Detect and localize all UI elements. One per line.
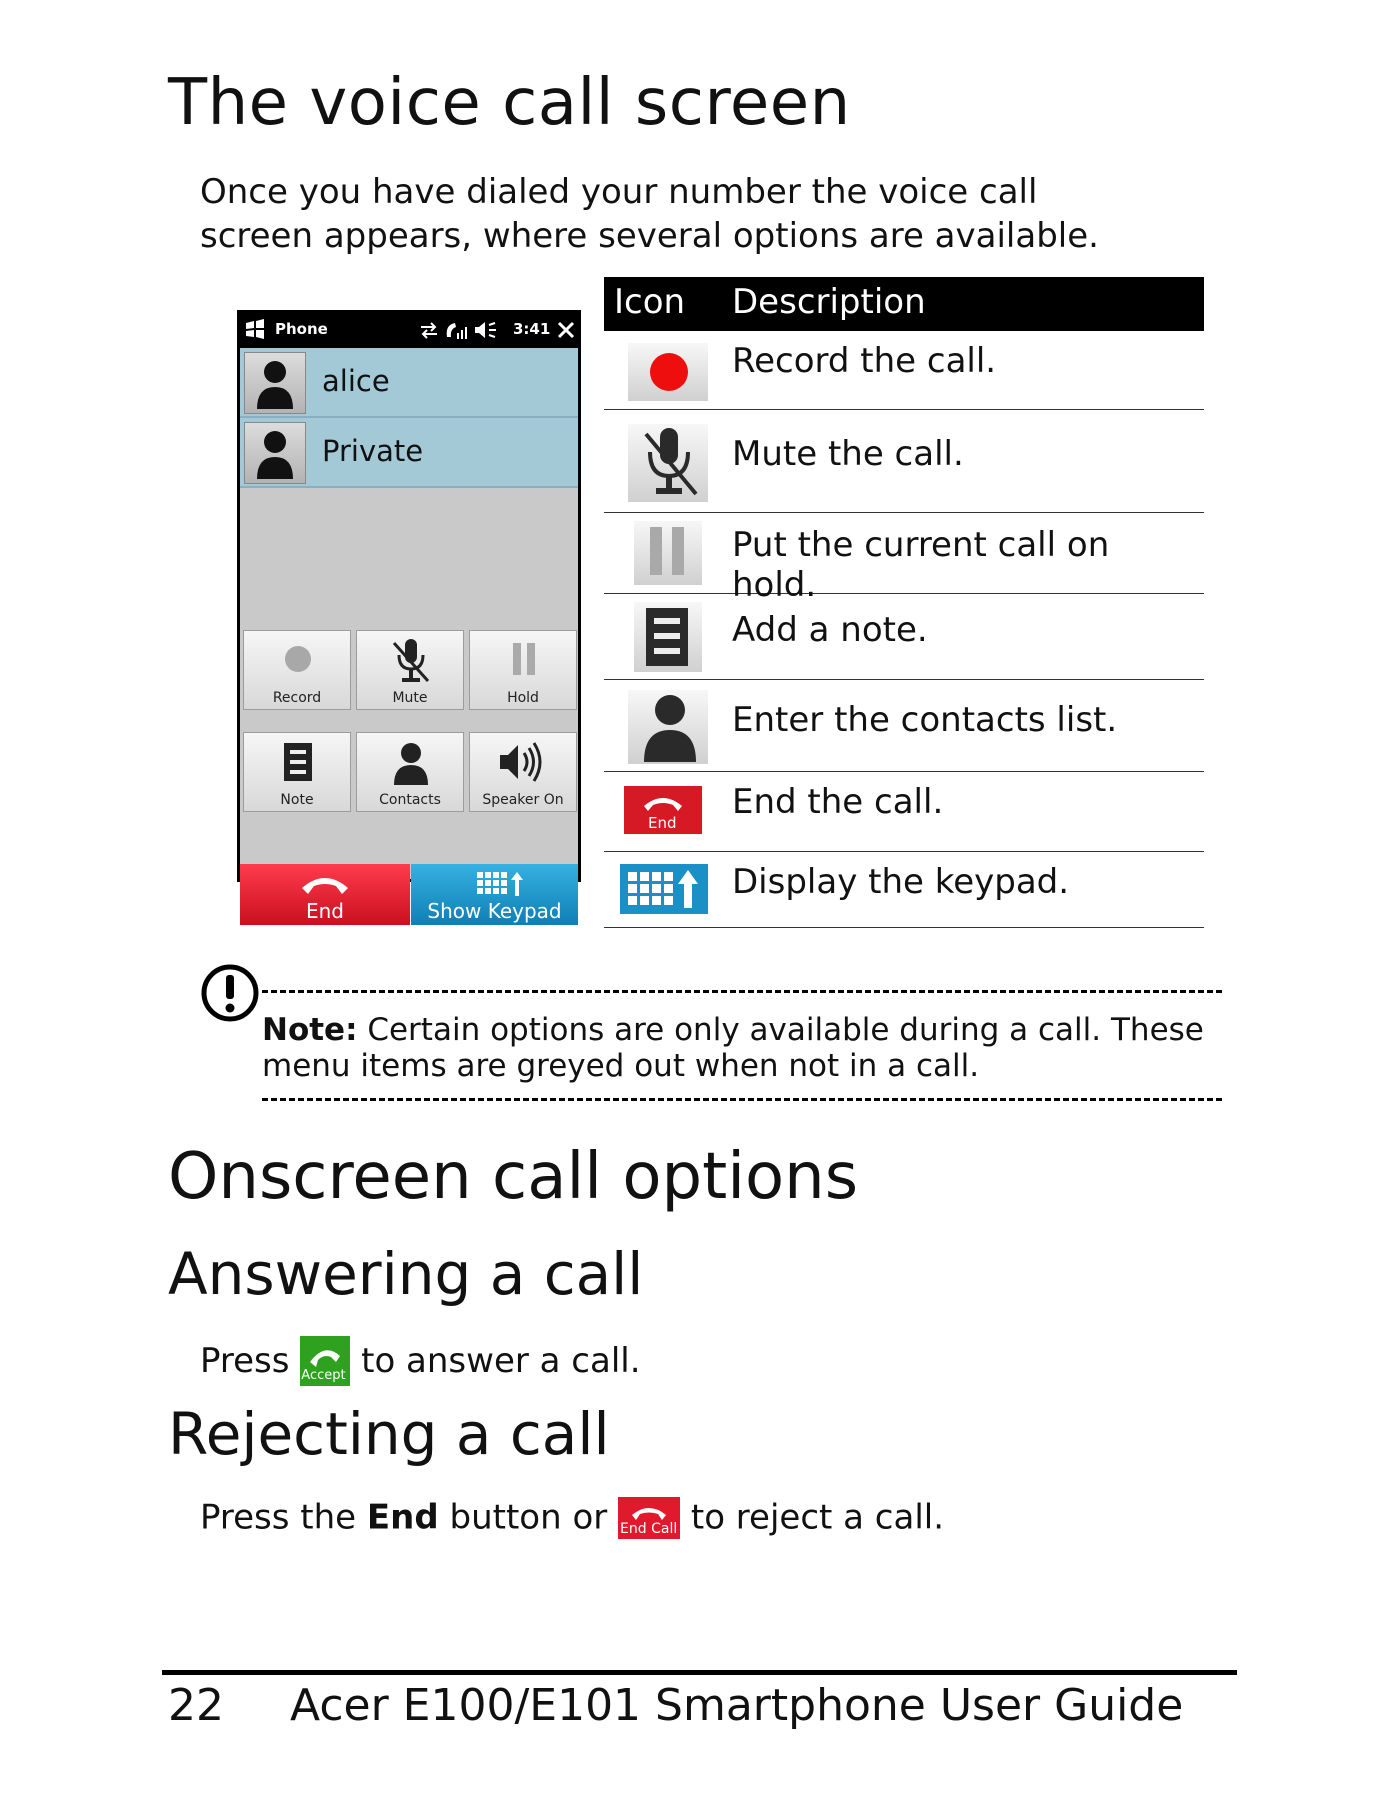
- row-description: End the call.: [732, 782, 944, 822]
- hold-button[interactable]: [469, 630, 577, 710]
- warning-icon: [200, 963, 262, 1025]
- accept-icon-label: Accept: [301, 1368, 346, 1383]
- table-row: [604, 680, 1204, 772]
- show-keypad-button[interactable]: [411, 864, 578, 925]
- contacts-icon: [386, 739, 436, 787]
- end-label: End: [305, 899, 344, 923]
- record-label: Record: [272, 690, 322, 706]
- mute-label: Mute: [392, 690, 428, 706]
- row-description: Add a note.: [732, 610, 928, 650]
- avatar: [244, 422, 306, 484]
- row-description: Display the keypad.: [732, 862, 1070, 902]
- phone-screenshot: [237, 310, 581, 923]
- person-icon: [245, 423, 305, 483]
- accept-button-icon: [300, 1336, 350, 1386]
- contact-name: Private: [322, 434, 424, 468]
- keypad-icon: [620, 864, 710, 916]
- contacts-label: Contacts: [379, 792, 441, 808]
- note-divider-top: [262, 990, 1222, 993]
- rejecting-press: Press the: [200, 1497, 357, 1538]
- mute-icon: [628, 424, 708, 502]
- record-button[interactable]: [243, 630, 351, 710]
- speaker-button[interactable]: [469, 732, 577, 812]
- header-description: Description: [732, 282, 926, 322]
- phone-screen: [240, 348, 578, 923]
- note-icon: [273, 739, 323, 787]
- header-icon: Icon: [614, 282, 686, 322]
- rejecting-middle: button or: [449, 1497, 608, 1538]
- note-divider-bottom: [262, 1098, 1222, 1101]
- phone-app-name: Phone: [275, 320, 328, 338]
- contacts-icon: [628, 690, 708, 764]
- contact-name: alice: [322, 364, 390, 398]
- end-icon-label: End: [648, 814, 677, 832]
- page-number: 22: [168, 1680, 224, 1731]
- record-icon: [273, 637, 323, 683]
- phone-status-bar: [237, 310, 581, 348]
- person-icon: [245, 353, 305, 413]
- note-text: [262, 1012, 1222, 1084]
- hold-icon: [499, 637, 549, 683]
- contact-row-alice[interactable]: [240, 348, 578, 418]
- note-body: Certain options are only available during a call. These menu items are greyed out when not in a call.: [262, 1012, 1204, 1084]
- answering-text: [200, 1336, 641, 1386]
- note-label: Note:: [262, 1012, 358, 1048]
- row-description: Enter the contacts list.: [732, 700, 1118, 740]
- rejecting-text: [200, 1496, 944, 1539]
- table-header: [604, 277, 1204, 331]
- row-description: Mute the call.: [732, 434, 964, 474]
- close-icon[interactable]: [557, 321, 575, 339]
- rejecting-rest: to reject a call.: [690, 1497, 945, 1538]
- section-title: Onscreen call options: [168, 1140, 859, 1214]
- icon-description-table: [604, 277, 1204, 928]
- contact-row-private[interactable]: [240, 418, 578, 488]
- end-call-button-icon: [618, 1497, 680, 1539]
- table-row: [604, 513, 1204, 605]
- end-call-icon-label: End Call: [620, 1520, 678, 1537]
- page-footer: [168, 1680, 1183, 1731]
- hold-label: Hold: [507, 690, 539, 706]
- footer-rule: [162, 1670, 1237, 1675]
- answering-title: Answering a call: [168, 1240, 644, 1308]
- mute-icon: [386, 637, 436, 687]
- note-label: Note: [280, 792, 314, 808]
- table-row: [604, 852, 1204, 928]
- page-title: The voice call screen: [168, 66, 851, 140]
- hold-icon: [628, 521, 708, 585]
- phone-clock: 3:41: [513, 320, 551, 338]
- note-button[interactable]: [243, 732, 351, 812]
- row-description: Put the current call on hold.: [732, 525, 1110, 605]
- answering-rest: to answer a call.: [361, 1341, 641, 1381]
- status-icons: [419, 319, 509, 341]
- record-icon: [628, 339, 708, 403]
- row-description: Record the call.: [732, 341, 997, 381]
- table-row: [604, 331, 1204, 410]
- rejecting-title: Rejecting a call: [168, 1400, 610, 1468]
- avatar: [244, 352, 306, 414]
- speaker-icon: [496, 739, 552, 787]
- keypad-label: Show Keypad: [427, 899, 562, 923]
- answering-press: Press: [200, 1341, 290, 1381]
- mute-button[interactable]: [356, 630, 464, 710]
- table-row: [604, 410, 1204, 513]
- note-icon: [628, 602, 708, 672]
- speaker-label: Speaker On: [482, 792, 564, 808]
- windows-logo-icon: [244, 319, 266, 339]
- hang-up-icon: [298, 872, 352, 896]
- rejecting-bold: End: [366, 1497, 439, 1538]
- guide-title: Acer E100/E101 Smartphone User Guide: [290, 1680, 1184, 1731]
- table-row: [604, 772, 1204, 852]
- keypad-icon: [475, 870, 529, 898]
- contacts-button[interactable]: [356, 732, 464, 812]
- intro-text: Once you have dialed your number the voice call screen appears, where several options are available.: [200, 172, 1099, 256]
- end-call-button[interactable]: [240, 864, 410, 925]
- table-row: [604, 594, 1204, 680]
